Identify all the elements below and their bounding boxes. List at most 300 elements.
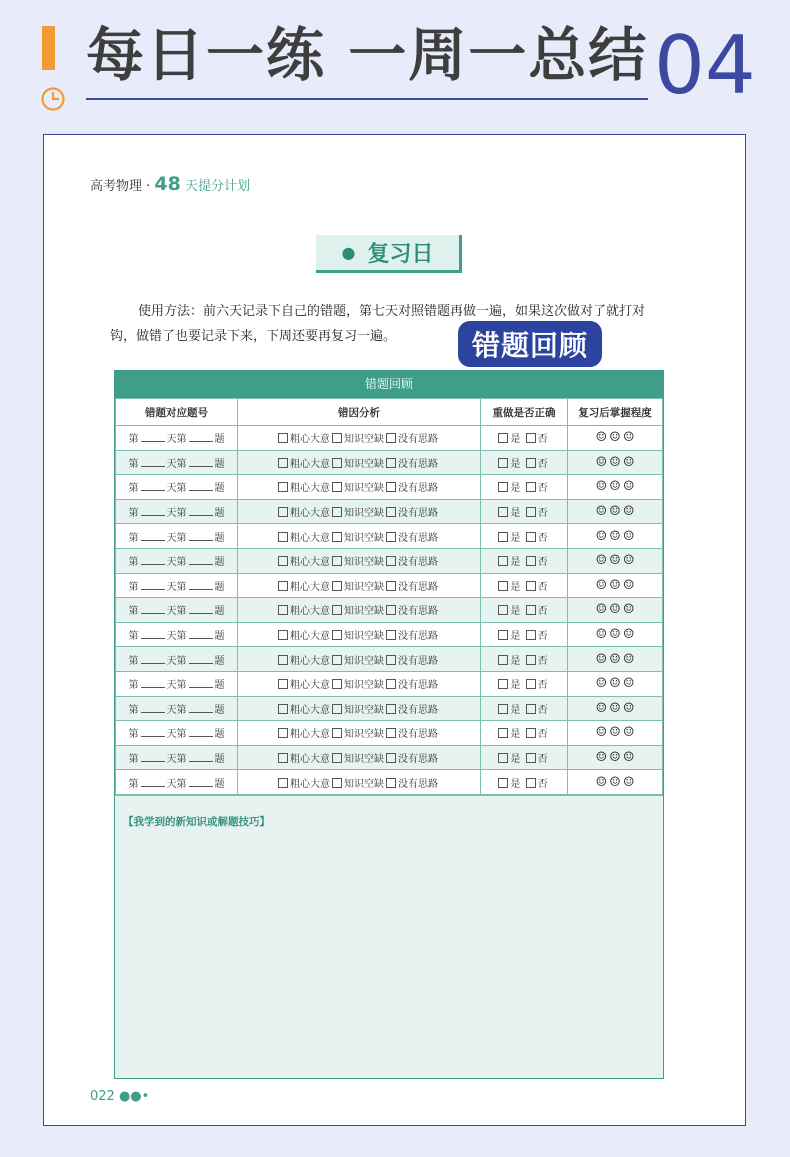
smiley-icon[interactable]: ☺ xyxy=(595,774,608,790)
checkbox-icon xyxy=(386,458,396,468)
no-idea-option[interactable] xyxy=(386,483,438,494)
smiley-icon[interactable]: ☺ xyxy=(622,700,635,716)
error-analysis-cell xyxy=(238,499,481,524)
smiley-icon[interactable]: ☺ xyxy=(595,577,608,593)
smiley-icon[interactable]: ☺ xyxy=(622,454,635,470)
table-row xyxy=(116,598,663,623)
clock-icon xyxy=(40,86,66,112)
checkbox-icon xyxy=(332,581,342,591)
smiley-icon[interactable]: ☺ xyxy=(595,627,608,643)
question-suffix: 题 xyxy=(214,508,225,520)
yes-option[interactable] xyxy=(498,434,520,445)
no-label: 否 xyxy=(537,508,548,520)
checkbox-icon xyxy=(526,507,536,517)
question-blank[interactable] xyxy=(189,679,213,688)
checkbox-icon xyxy=(498,605,508,615)
knowledge-gap-option[interactable] xyxy=(332,754,384,765)
knowledge-gap-option[interactable] xyxy=(332,483,384,494)
smiley-icon[interactable]: ☺ xyxy=(609,528,621,544)
smiley-icon[interactable]: ☺ xyxy=(622,430,635,446)
knowledge-gap-option[interactable] xyxy=(332,606,384,617)
no-idea-option[interactable] xyxy=(386,754,438,765)
yes-option[interactable] xyxy=(498,729,520,740)
yes-option[interactable] xyxy=(498,631,520,642)
checkbox-icon xyxy=(526,655,536,665)
checkbox-icon xyxy=(332,433,342,443)
smiley-icon[interactable]: ☺ xyxy=(595,504,608,520)
careless-label: 粗心大意 xyxy=(290,606,330,618)
day-blank[interactable] xyxy=(141,753,165,762)
knowledge-gap-option[interactable] xyxy=(332,557,384,568)
question-prefix: 天第 xyxy=(166,606,187,618)
smiley-icon[interactable]: ☺ xyxy=(609,725,621,741)
day-prefix: 第 xyxy=(128,458,139,470)
mastery-cell xyxy=(568,745,663,770)
banner-title: 每日一练 一周一总结 xyxy=(86,21,649,89)
yes-label: 是 xyxy=(510,483,521,495)
notes-area[interactable] xyxy=(115,795,663,1078)
knowledge-gap-label: 知识空缺 xyxy=(344,655,384,667)
smiley-icon[interactable]: ☺ xyxy=(609,479,621,495)
smiley-icon[interactable]: ☺ xyxy=(622,725,635,741)
checkbox-icon xyxy=(278,532,288,542)
table-row xyxy=(116,770,663,795)
checkbox-icon xyxy=(386,728,396,738)
mistake-review-sheet xyxy=(114,370,664,1079)
no-option[interactable] xyxy=(526,557,548,568)
checkbox-icon xyxy=(386,704,396,714)
mastery-cell xyxy=(568,598,663,623)
error-analysis-cell xyxy=(238,475,481,500)
checkbox-icon xyxy=(526,728,536,738)
redo-correct-cell xyxy=(481,475,568,500)
smiley-icon[interactable]: ☺ xyxy=(622,651,635,667)
careless-label: 粗心大意 xyxy=(290,680,330,692)
no-idea-label: 没有思路 xyxy=(398,532,438,544)
checkbox-icon xyxy=(278,655,288,665)
checkbox-icon xyxy=(498,728,508,738)
no-idea-option[interactable] xyxy=(386,606,438,617)
table-row xyxy=(116,696,663,721)
day-prefix: 第 xyxy=(128,680,139,692)
redo-correct-cell xyxy=(481,745,568,770)
smiley-icon[interactable]: ☺ xyxy=(609,774,621,790)
question-blank[interactable] xyxy=(189,728,213,737)
question-prefix: 天第 xyxy=(166,754,187,766)
question-suffix: 题 xyxy=(214,434,225,446)
mastery-cell xyxy=(568,647,663,672)
redo-correct-cell xyxy=(481,450,568,475)
no-label: 否 xyxy=(537,434,548,446)
smiley-icon[interactable]: ☺ xyxy=(609,676,621,692)
question-blank[interactable] xyxy=(189,630,213,639)
knowledge-gap-option[interactable] xyxy=(332,779,384,790)
smiley-icon[interactable]: ☺ xyxy=(622,750,635,766)
knowledge-gap-option[interactable] xyxy=(332,729,384,740)
checkbox-icon xyxy=(526,630,536,640)
no-idea-option[interactable] xyxy=(386,729,438,740)
careless-label: 粗心大意 xyxy=(290,631,330,643)
day-blank[interactable] xyxy=(141,679,165,688)
smiley-icon[interactable]: ☺ xyxy=(609,504,621,520)
no-option[interactable] xyxy=(526,779,548,790)
no-idea-option[interactable] xyxy=(386,705,438,716)
no-idea-option[interactable] xyxy=(386,459,438,470)
yes-label: 是 xyxy=(510,606,521,618)
checkbox-icon xyxy=(332,679,342,689)
sheet-title: 错题回顾 xyxy=(115,371,663,398)
smiley-icon[interactable]: ☺ xyxy=(609,627,621,643)
careless-option[interactable] xyxy=(278,606,330,617)
yes-option[interactable] xyxy=(498,754,520,765)
checkbox-icon xyxy=(498,581,508,591)
question-blank[interactable] xyxy=(189,655,213,664)
checkbox-icon xyxy=(278,728,288,738)
error-analysis-cell xyxy=(238,721,481,746)
error-analysis-cell xyxy=(238,770,481,795)
checkbox-icon xyxy=(332,704,342,714)
smiley-icon[interactable]: ☺ xyxy=(609,430,621,446)
no-idea-option[interactable] xyxy=(386,656,438,667)
careless-label: 粗心大意 xyxy=(290,508,330,520)
mastery-cell xyxy=(568,426,663,451)
smiley-icon[interactable]: ☺ xyxy=(609,577,621,593)
careless-option[interactable] xyxy=(278,705,330,716)
checkbox-icon xyxy=(386,630,396,640)
smiley-icon[interactable]: ☺ xyxy=(622,577,635,593)
smiley-icon[interactable]: ☺ xyxy=(595,430,608,446)
checkbox-icon xyxy=(332,532,342,542)
smiley-icon[interactable]: ☺ xyxy=(609,553,621,569)
knowledge-gap-label: 知识空缺 xyxy=(344,508,384,520)
no-option[interactable] xyxy=(526,705,548,716)
yes-option[interactable] xyxy=(498,508,520,519)
question-blank[interactable] xyxy=(189,433,213,442)
day-blank[interactable] xyxy=(141,507,165,516)
smiley-icon[interactable]: ☺ xyxy=(595,553,608,569)
redo-correct-cell xyxy=(481,647,568,672)
day-blank[interactable] xyxy=(141,556,165,565)
yes-option[interactable] xyxy=(498,779,520,790)
header-error-analysis: 错因分析 xyxy=(238,399,481,426)
question-prefix: 天第 xyxy=(166,557,187,569)
knowledge-gap-label: 知识空缺 xyxy=(344,434,384,446)
question-blank[interactable] xyxy=(189,753,213,762)
checkbox-icon xyxy=(386,655,396,665)
question-blank[interactable] xyxy=(189,605,213,614)
redo-correct-cell xyxy=(481,598,568,623)
no-idea-label: 没有思路 xyxy=(398,778,438,790)
careless-option[interactable] xyxy=(278,459,330,470)
checkbox-icon xyxy=(278,679,288,689)
smiley-icon[interactable]: ☺ xyxy=(595,651,608,667)
error-analysis-cell xyxy=(238,426,481,451)
question-prefix: 天第 xyxy=(166,631,187,643)
smiley-icon[interactable]: ☺ xyxy=(622,602,635,618)
review-table xyxy=(115,398,663,795)
checkbox-icon xyxy=(498,458,508,468)
no-idea-option[interactable] xyxy=(386,533,438,544)
no-idea-option[interactable] xyxy=(386,434,438,445)
table-row xyxy=(116,745,663,770)
day-blank[interactable] xyxy=(141,728,165,737)
smiley-icon[interactable]: ☺ xyxy=(622,479,635,495)
book-days: 48 xyxy=(154,173,181,195)
careless-option[interactable] xyxy=(278,582,330,593)
table-row xyxy=(116,647,663,672)
careless-option[interactable] xyxy=(278,680,330,691)
checkbox-icon xyxy=(332,605,342,615)
knowledge-gap-option[interactable] xyxy=(332,631,384,642)
knowledge-gap-option[interactable] xyxy=(332,680,384,691)
careless-option[interactable] xyxy=(278,656,330,667)
knowledge-gap-option[interactable] xyxy=(332,533,384,544)
checkbox-icon xyxy=(498,532,508,542)
day-blank[interactable] xyxy=(141,605,165,614)
yes-option[interactable] xyxy=(498,483,520,494)
careless-option[interactable] xyxy=(278,729,330,740)
bullet-icon: ● xyxy=(341,243,356,262)
question-prefix: 天第 xyxy=(166,778,187,790)
knowledge-gap-label: 知识空缺 xyxy=(344,557,384,569)
notes-label: 【我学到的新知识或解题技巧】 xyxy=(123,816,270,828)
checkbox-icon xyxy=(498,556,508,566)
checkbox-icon xyxy=(526,482,536,492)
no-idea-label: 没有思路 xyxy=(398,458,438,470)
no-option[interactable] xyxy=(526,533,548,544)
badge: 错题回顾 xyxy=(458,321,602,367)
yes-option[interactable] xyxy=(498,680,520,691)
no-label: 否 xyxy=(537,532,548,544)
yes-option[interactable] xyxy=(498,533,520,544)
checkbox-icon xyxy=(526,605,536,615)
day-blank[interactable] xyxy=(141,581,165,590)
question-blank[interactable] xyxy=(189,532,213,541)
smiley-icon[interactable]: ☺ xyxy=(595,750,608,766)
knowledge-gap-label: 知识空缺 xyxy=(344,704,384,716)
banner-underline xyxy=(86,98,648,100)
question-blank[interactable] xyxy=(189,482,213,491)
checkbox-icon xyxy=(386,532,396,542)
no-idea-label: 没有思路 xyxy=(398,483,438,495)
no-option[interactable] xyxy=(526,631,548,642)
question-blank[interactable] xyxy=(189,507,213,516)
knowledge-gap-label: 知识空缺 xyxy=(344,483,384,495)
no-idea-option[interactable] xyxy=(386,557,438,568)
question-number-cell xyxy=(116,524,238,549)
table-header-row xyxy=(116,399,663,426)
careless-label: 粗心大意 xyxy=(290,754,330,766)
question-number-cell xyxy=(116,622,238,647)
checkbox-icon xyxy=(278,433,288,443)
yes-label: 是 xyxy=(510,532,521,544)
no-option[interactable] xyxy=(526,656,548,667)
no-idea-label: 没有思路 xyxy=(398,606,438,618)
smiley-icon[interactable]: ☺ xyxy=(622,528,635,544)
smiley-icon[interactable]: ☺ xyxy=(609,750,621,766)
header-question-number: 错题对应题号 xyxy=(116,399,238,426)
no-option[interactable] xyxy=(526,680,548,691)
question-number-cell xyxy=(116,499,238,524)
question-blank[interactable] xyxy=(189,556,213,565)
no-idea-option[interactable] xyxy=(386,582,438,593)
question-blank[interactable] xyxy=(189,458,213,467)
no-option[interactable] xyxy=(526,434,548,445)
checkbox-icon xyxy=(386,581,396,591)
question-blank[interactable] xyxy=(189,778,213,787)
careless-option[interactable] xyxy=(278,754,330,765)
question-number-cell xyxy=(116,770,238,795)
no-option[interactable] xyxy=(526,606,548,617)
knowledge-gap-label: 知识空缺 xyxy=(344,680,384,692)
smiley-icon[interactable]: ☺ xyxy=(622,676,635,692)
yes-label: 是 xyxy=(510,458,521,470)
no-idea-label: 没有思路 xyxy=(398,754,438,766)
checkbox-icon xyxy=(332,630,342,640)
careless-label: 粗心大意 xyxy=(290,557,330,569)
question-suffix: 题 xyxy=(214,655,225,667)
smiley-icon[interactable]: ☺ xyxy=(609,700,621,716)
knowledge-gap-label: 知识空缺 xyxy=(344,754,384,766)
careless-option[interactable] xyxy=(278,779,330,790)
knowledge-gap-option[interactable] xyxy=(332,434,384,445)
no-idea-option[interactable] xyxy=(386,779,438,790)
no-idea-label: 没有思路 xyxy=(398,631,438,643)
question-blank[interactable] xyxy=(189,581,213,590)
no-idea-option[interactable] xyxy=(386,508,438,519)
knowledge-gap-option[interactable] xyxy=(332,508,384,519)
error-analysis-cell xyxy=(238,450,481,475)
no-option[interactable] xyxy=(526,582,548,593)
checkbox-icon xyxy=(498,482,508,492)
careless-option[interactable] xyxy=(278,508,330,519)
day-blank[interactable] xyxy=(141,704,165,713)
checkbox-icon xyxy=(526,778,536,788)
no-option[interactable] xyxy=(526,508,548,519)
smiley-icon[interactable]: ☺ xyxy=(595,676,608,692)
no-idea-label: 没有思路 xyxy=(398,557,438,569)
smiley-icon[interactable]: ☺ xyxy=(609,454,621,470)
question-prefix: 天第 xyxy=(166,704,187,716)
mastery-cell xyxy=(568,721,663,746)
checkbox-icon xyxy=(526,704,536,714)
knowledge-gap-label: 知识空缺 xyxy=(344,729,384,741)
smiley-icon[interactable]: ☺ xyxy=(622,774,635,790)
smiley-icon[interactable]: ☺ xyxy=(622,504,635,520)
smiley-icon[interactable]: ☺ xyxy=(609,602,621,618)
question-number-cell xyxy=(116,426,238,451)
table-row xyxy=(116,524,663,549)
checkbox-icon xyxy=(332,507,342,517)
careless-option[interactable] xyxy=(278,631,330,642)
knowledge-gap-option[interactable] xyxy=(332,582,384,593)
question-number-cell xyxy=(116,450,238,475)
smiley-icon[interactable]: ☺ xyxy=(609,651,621,667)
smiley-icon[interactable]: ☺ xyxy=(595,725,608,741)
day-blank[interactable] xyxy=(141,482,165,491)
question-prefix: 天第 xyxy=(166,508,187,520)
day-blank[interactable] xyxy=(141,532,165,541)
no-label: 否 xyxy=(537,680,548,692)
instructions-text: 使用方法：前六天记录下自己的错题，第七天对照错题再做一遍，如果这次做对了就打对钩，做错了也要记录下来，下周还要再复习一遍。 xyxy=(110,304,646,344)
careless-label: 粗心大意 xyxy=(290,532,330,544)
question-blank[interactable] xyxy=(189,704,213,713)
checkbox-icon xyxy=(526,753,536,763)
no-option[interactable] xyxy=(526,729,548,740)
checkbox-icon xyxy=(332,655,342,665)
no-label: 否 xyxy=(537,778,548,790)
question-number-cell xyxy=(116,721,238,746)
knowledge-gap-option[interactable] xyxy=(332,705,384,716)
yes-option[interactable] xyxy=(498,705,520,716)
knowledge-gap-label: 知识空缺 xyxy=(344,631,384,643)
careless-option[interactable] xyxy=(278,533,330,544)
no-label: 否 xyxy=(537,581,548,593)
smiley-icon[interactable]: ☺ xyxy=(595,700,608,716)
question-suffix: 题 xyxy=(214,483,225,495)
table-row xyxy=(116,721,663,746)
question-number-cell xyxy=(116,745,238,770)
careless-option[interactable] xyxy=(278,483,330,494)
smiley-icon[interactable]: ☺ xyxy=(595,602,608,618)
checkbox-icon xyxy=(498,655,508,665)
day-blank[interactable] xyxy=(141,655,165,664)
checkbox-icon xyxy=(386,556,396,566)
checkbox-icon xyxy=(278,778,288,788)
redo-correct-cell xyxy=(481,573,568,598)
yes-option[interactable] xyxy=(498,606,520,617)
checkbox-icon xyxy=(386,482,396,492)
smiley-icon[interactable]: ☺ xyxy=(595,528,608,544)
no-idea-option[interactable] xyxy=(386,631,438,642)
no-option[interactable] xyxy=(526,754,548,765)
yes-option[interactable] xyxy=(498,582,520,593)
no-option[interactable] xyxy=(526,483,548,494)
yes-option[interactable] xyxy=(498,459,520,470)
question-prefix: 天第 xyxy=(166,655,187,667)
day-blank[interactable] xyxy=(141,778,165,787)
no-idea-option[interactable] xyxy=(386,680,438,691)
yes-option[interactable] xyxy=(498,656,520,667)
checkbox-icon xyxy=(278,581,288,591)
no-label: 否 xyxy=(537,754,548,766)
redo-correct-cell xyxy=(481,426,568,451)
careless-option[interactable] xyxy=(278,557,330,568)
yes-option[interactable] xyxy=(498,557,520,568)
checkbox-icon xyxy=(332,753,342,763)
day-blank[interactable] xyxy=(141,458,165,467)
checkbox-icon xyxy=(332,556,342,566)
knowledge-gap-label: 知识空缺 xyxy=(344,606,384,618)
day-blank[interactable] xyxy=(141,630,165,639)
header-mastery: 复习后掌握程度 xyxy=(568,399,663,426)
error-analysis-cell xyxy=(238,647,481,672)
day-prefix: 第 xyxy=(128,631,139,643)
smiley-icon[interactable]: ☺ xyxy=(595,454,608,470)
error-analysis-cell xyxy=(238,524,481,549)
smiley-icon[interactable]: ☺ xyxy=(595,479,608,495)
careless-option[interactable] xyxy=(278,434,330,445)
knowledge-gap-option[interactable] xyxy=(332,656,384,667)
day-blank[interactable] xyxy=(141,433,165,442)
no-option[interactable] xyxy=(526,459,548,470)
smiley-icon[interactable]: ☺ xyxy=(622,553,635,569)
knowledge-gap-option[interactable] xyxy=(332,459,384,470)
smiley-icon[interactable]: ☺ xyxy=(622,627,635,643)
book-subject: 高考物理 · xyxy=(90,179,155,194)
careless-label: 粗心大意 xyxy=(290,434,330,446)
table-row xyxy=(116,499,663,524)
